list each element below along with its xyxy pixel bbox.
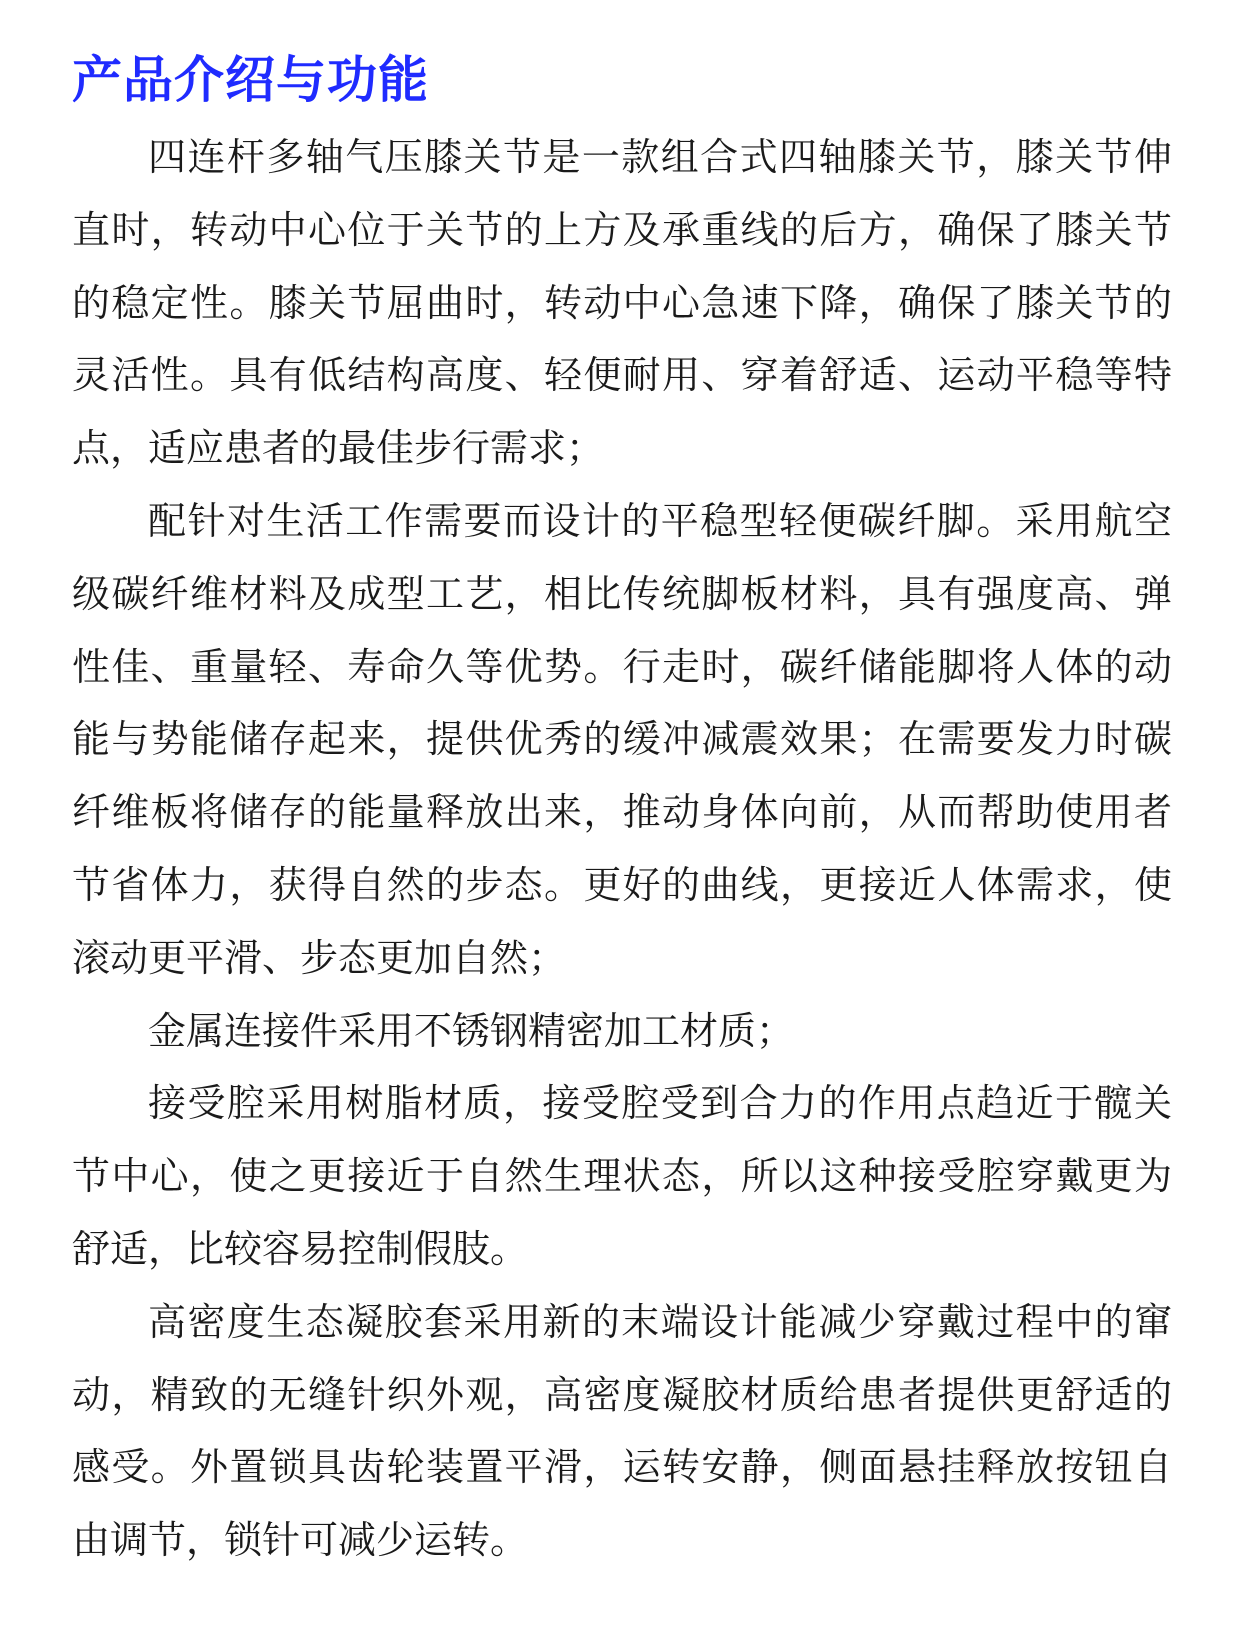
paragraph-knee-joint: 四连杆多轴气压膝关节是一款组合式四轴膝关节，膝关节伸直时，转动中心位于关节的上方及承重线的后方，确保了膝关节的稳定性。膝关节屈曲时，转动中心急速下降，确保了膝关节的灵活性。具有低结构高度、轻便耐用、穿着舒适、运动平稳等特点，适应患者的最佳步行需求； [72, 135, 1172, 471]
paragraph-gel-liner: 高密度生态凝胶套采用新的末端设计能减少穿戴过程中的窜动，精致的无缝针织外观，高密度凝胶材质给患者提供更舒适的感受。外置锁具齿轮装置平滑，运转安静，侧面悬挂释放按钮自由调节，锁针可减少运转。 [72, 1299, 1172, 1563]
page-title: 产品介绍与功能 [72, 51, 429, 109]
paragraph-metal-connector: 金属连接件采用不锈钢精密加工材质； [148, 1008, 795, 1053]
paragraph-carbon-foot: 配针对生活工作需要而设计的平稳型轻便碳纤脚。采用航空级碳纤维材料及成型工艺，相比传统脚板材料，具有强度高、弹性佳、重量轻、寿命久等优势。行走时，碳纤储能脚将人体的动能与势能储存起来，提供优秀的缓冲减震效果；在需要发力时碳纤维板将储存的能量释放出来，推动身体向前，从而帮助使用者节省体力，获得自然的步态。更好的曲线，更接近人体需求，使滚动更平滑、步态更加自然； [72, 498, 1172, 980]
paragraph-socket: 接受腔采用树脂材质，接受腔受到合力的作用点趋近于髋关节中心，使之更接近于自然生理状态，所以这种接受腔穿戴更为舒适，比较容易控制假肢。 [72, 1081, 1172, 1271]
document-page [72, 44, 1172, 1577]
document-body [72, 121, 1172, 1577]
